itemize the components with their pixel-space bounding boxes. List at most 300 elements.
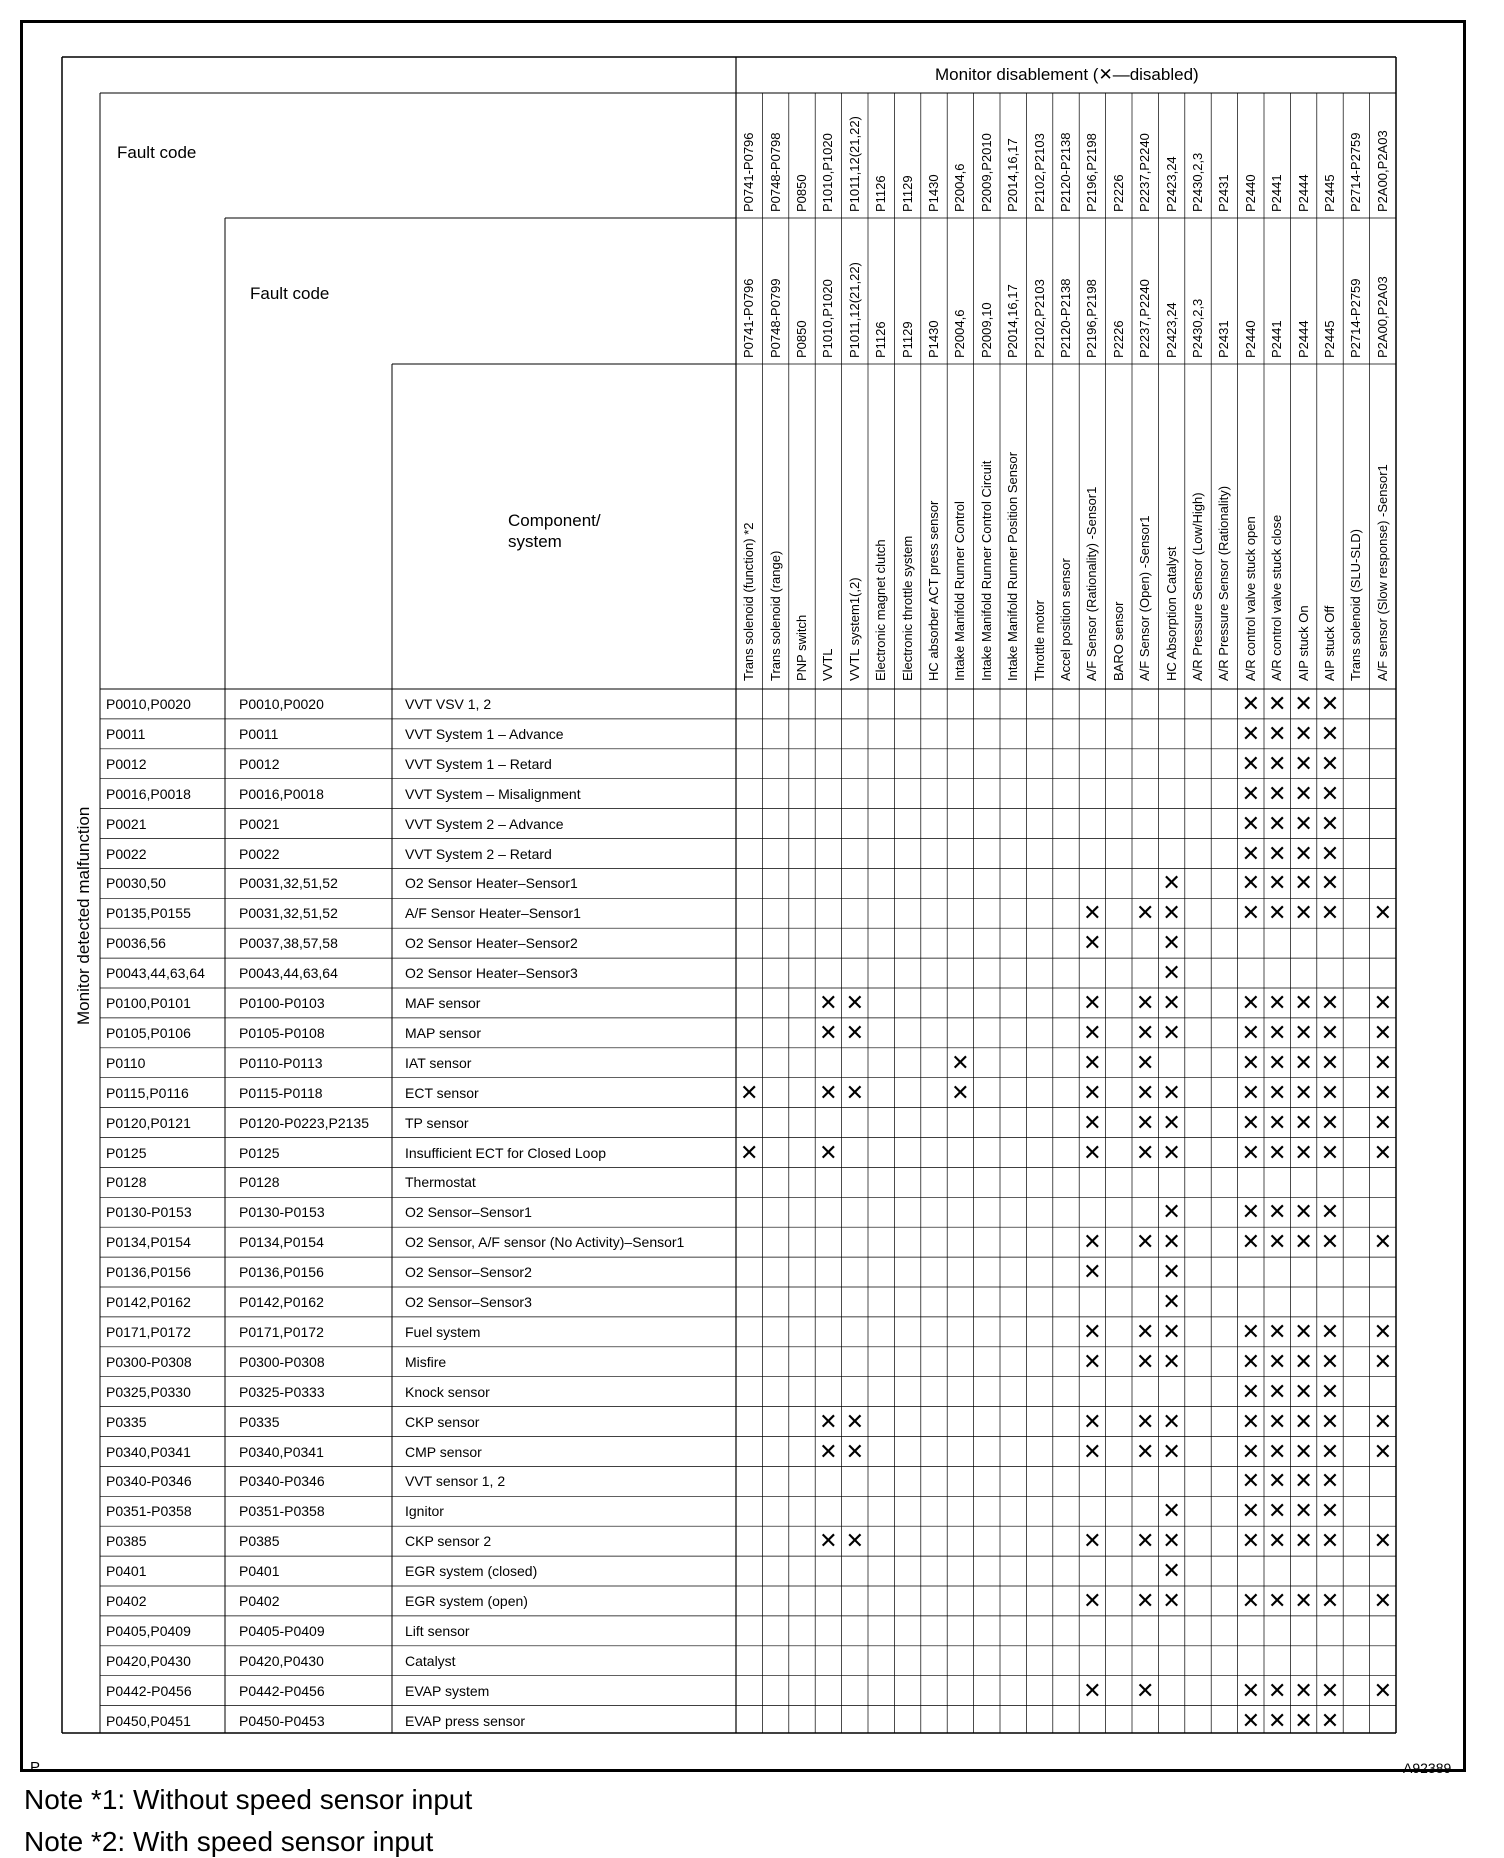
disabled-mark: ✕ [1294,1079,1313,1105]
monitor-code-mid: P2102,P2103 [1031,279,1047,358]
disabled-mark: ✕ [1294,1528,1313,1554]
disabled-mark: ✕ [1320,1438,1340,1464]
fault-code-sub: P0401 [239,1563,280,1580]
component-system: O2 Sensor–Sensor2 [405,1264,532,1281]
disabled-mark: ✕ [1267,1498,1287,1524]
monitor-code-mid: P0741-P0796 [741,278,757,358]
disabled-mark: ✕ [819,1528,838,1554]
monitor-name: Electronic throttle system [899,535,915,681]
disabled-mark: ✕ [1267,1019,1287,1045]
monitor-disablement-title: Monitor disablement (✕—disabled) [935,65,1199,84]
disabled-mark: ✕ [1320,1109,1340,1135]
fault-code: P0142,P0162 [106,1294,191,1310]
disabled-mark: ✕ [1135,1348,1155,1374]
monitor-code-top: P2423,24 [1163,156,1179,212]
component-system: O2 Sensor–Sensor1 [405,1204,532,1221]
monitor-code-top: P0741-P0796 [741,132,757,212]
disabled-mark: ✕ [1135,1438,1155,1464]
monitor-name: Accel position sensor [1058,558,1073,681]
disabled-mark: ✕ [819,1019,838,1045]
disabled-mark: ✕ [1241,870,1261,896]
disabled-mark: ✕ [1241,990,1261,1015]
disabled-mark: ✕ [1241,1109,1261,1135]
disabled-mark: ✕ [1162,1259,1181,1285]
disabled-mark: ✕ [1083,1677,1102,1703]
monitor-code-top: P1010,P1020 [820,133,836,212]
fault-code: P0450,P0451 [106,1712,191,1729]
disabled-mark: ✕ [1373,1588,1393,1613]
monitor-code-top: P2014,16,17 [1005,138,1021,212]
monitor-name: Intake Manifold Runner Control [952,501,968,681]
disabled-mark: ✕ [1162,1498,1181,1524]
monitor-code-mid: P2237,P2240 [1137,279,1153,358]
component-system: EVAP press sensor [405,1712,526,1729]
disabled-mark: ✕ [1294,1468,1313,1494]
disabled-mark: ✕ [1162,990,1181,1015]
component-system: Knock sensor [405,1383,490,1400]
disabled-mark: ✕ [1241,1528,1261,1554]
monitor-name: BARO sensor [1110,601,1126,681]
disabled-mark: ✕ [845,1408,865,1434]
disabled-mark: ✕ [1135,1588,1155,1613]
fault-code-sub: P0142,P0162 [239,1294,324,1310]
monitor-code-mid: P2423,24 [1163,302,1179,358]
disabled-mark: ✕ [1373,1139,1393,1165]
disabled-mark: ✕ [1135,1528,1155,1554]
monitor-code-top: P2430,2,3 [1190,152,1205,212]
component-system: CKP sensor [405,1413,480,1430]
disabled-mark: ✕ [1320,1707,1340,1733]
monitor-name: PNP switch [794,614,809,681]
fault-code-sub: P0351-P0358 [239,1503,325,1520]
disabled-mark: ✕ [1320,840,1340,866]
fault-code: P0115,P0116 [106,1084,189,1101]
disabled-mark: ✕ [1241,1199,1261,1225]
component-system: ECT sensor [405,1084,479,1101]
disabled-mark: ✕ [819,1438,838,1464]
fault-code-sub: P0012 [239,755,280,772]
disabled-mark: ✕ [1294,900,1313,926]
fault-code-sub: P0031,32,51,52 [239,875,338,892]
disabled-mark: ✕ [1083,1408,1102,1434]
monitor-code-mid: P2A00,P2A03 [1374,276,1390,358]
disabled-mark: ✕ [1267,1438,1287,1464]
disabled-mark: ✕ [1267,750,1287,776]
component-system: VVT VSV 1, 2 [405,696,492,712]
disabled-mark: ✕ [1135,1079,1155,1105]
disabled-mark: ✕ [1135,1139,1155,1165]
disabled-mark: ✕ [1320,1229,1340,1255]
disabled-mark: ✕ [1135,990,1155,1015]
monitor-code-top: P1129 [899,175,915,212]
monitor-detected-malfunction-label: Monitor detected malfunction [74,806,93,1025]
fault-code-header-upper: Fault code [117,143,197,162]
monitor-code-mid: P2226 [1110,320,1126,358]
disabled-mark: ✕ [1162,1289,1181,1314]
monitor-code-mid: P2431 [1216,320,1232,358]
fault-code: P0125 [106,1144,147,1161]
fault-code: P0385 [106,1533,147,1550]
disabled-mark: ✕ [1320,1139,1340,1165]
monitor-code-top: P2445 [1322,174,1337,212]
monitor-name: A/R control valve stuck close [1269,514,1285,681]
fault-code: P0420,P0430 [106,1652,191,1669]
disabled-mark: ✕ [1294,780,1313,806]
fault-code-sub: P0110-P0113 [239,1054,323,1071]
disabled-mark: ✕ [1373,1528,1393,1554]
disabled-mark: ✕ [1135,1109,1155,1135]
fault-code: P0036,56 [106,935,166,952]
disabled-mark: ✕ [1267,1588,1287,1613]
component-system: VVT System 1 – Advance [405,725,564,742]
disabled-mark: ✕ [1320,1378,1340,1404]
fault-code-sub: P0171,P0172 [239,1323,324,1340]
disabled-mark: ✕ [1294,1049,1313,1075]
disabled-mark: ✕ [1241,720,1261,746]
disabled-mark: ✕ [1320,1588,1340,1613]
disabled-mark: ✕ [1135,1229,1155,1255]
disabled-mark: ✕ [1320,1528,1340,1554]
disabled-mark: ✕ [1267,1707,1287,1733]
disabled-mark: ✕ [1241,1049,1261,1075]
disabled-mark: ✕ [1294,1229,1313,1255]
disabled-mark: ✕ [1267,1109,1287,1135]
fault-code-sub: P0037,38,57,58 [239,935,338,952]
monitor-name: Trans solenoid (function) *2 [741,522,757,681]
disabled-mark: ✕ [1373,1229,1393,1255]
disabled-mark: ✕ [1294,1498,1313,1524]
disabled-mark: ✕ [1320,1348,1340,1374]
disabled-mark: ✕ [1241,1408,1261,1434]
fault-code-sub: P0115-P0118 [239,1084,323,1101]
disabled-mark: ✕ [1373,1079,1393,1105]
fault-code-sub: P0325-P0333 [239,1383,325,1400]
fault-code-sub: P0420,P0430 [239,1652,324,1669]
monitor-code-mid: P2196,P2198 [1084,279,1100,358]
monitor-name: AIP stuck On [1295,605,1311,681]
disabled-mark: ✕ [1294,1348,1313,1374]
fault-code: P0340-P0346 [106,1473,192,1490]
fault-code-sub: P0021 [239,815,280,832]
fault-code-sub: P0300-P0308 [239,1353,325,1370]
component-system: EGR system (closed) [405,1563,538,1580]
disabled-mark: ✕ [845,1019,865,1045]
disabled-mark: ✕ [1162,1348,1181,1374]
disabled-mark: ✕ [1267,1348,1287,1374]
monitor-name: HC Absorption Catalyst [1163,546,1179,681]
fault-code-sub: P0130-P0153 [239,1204,325,1221]
disabled-mark: ✕ [1083,1259,1102,1285]
monitor-code-top: P0748-P0798 [767,132,783,212]
monitor-code-mid: P0748-P0799 [767,278,783,358]
monitor-code-top: P2102,P2103 [1031,133,1047,212]
disabled-mark: ✕ [1241,1079,1261,1105]
fault-code-sub: P0340-P0346 [239,1473,325,1490]
monitor-code-mid: P2430,2,3 [1190,298,1205,358]
monitor-code-top: P2196,P2198 [1084,133,1100,212]
disabled-mark: ✕ [1241,1707,1261,1733]
fault-code: P0134,P0154 [106,1234,191,1251]
disabled-mark: ✕ [1083,1528,1102,1554]
monitor-name: A/R control valve stuck open [1242,516,1258,681]
component-system: CMP sensor [405,1443,482,1460]
disabled-mark: ✕ [1241,1318,1261,1344]
disabled-mark: ✕ [1241,1468,1261,1494]
disabled-mark: ✕ [1320,1408,1340,1434]
component-system: EVAP system [405,1682,490,1699]
fault-code-sub: P0405-P0409 [239,1622,325,1639]
monitor-code-top: P1126 [873,175,889,212]
disabled-mark: ✕ [1267,1079,1287,1105]
disabled-mark: ✕ [1162,900,1181,926]
disabled-mark: ✕ [1267,900,1287,926]
fault-code: P0442-P0456 [106,1682,192,1699]
monitor-code-top: P2441 [1269,174,1285,212]
fault-code: P0300-P0308 [106,1353,192,1370]
fault-code: P0171,P0172 [106,1323,191,1340]
monitor-code-mid: P2444 [1295,320,1311,358]
monitor-code-top: P2226 [1110,174,1126,212]
disabled-mark: ✕ [1083,1348,1102,1374]
fault-code-sub: P0134,P0154 [239,1234,324,1251]
disabled-mark: ✕ [1294,720,1313,746]
monitor-code-mid: P1126 [873,321,889,358]
component-system: A/F Sensor Heater–Sensor1 [405,905,581,922]
fault-code-sub: P0105-P0108 [239,1024,325,1041]
monitor-name: Intake Manifold Runner Control Circuit [978,460,994,681]
disabled-mark: ✕ [1241,1588,1261,1613]
monitor-code-top: P2120-P2138 [1058,132,1073,212]
disabled-mark: ✕ [1267,1677,1287,1703]
component-system: CKP sensor 2 [405,1533,492,1550]
note-1: Note *1: Without speed sensor input [24,1784,473,1815]
disabled-mark: ✕ [819,1139,838,1165]
disabled-mark: ✕ [1320,900,1340,926]
disabled-mark: ✕ [1241,691,1261,716]
monitor-name: VVTL system1(,2) [846,577,862,681]
component-system: IAT sensor [405,1054,472,1071]
disabled-mark: ✕ [1267,810,1287,836]
disabled-mark: ✕ [1162,1079,1181,1105]
component-system: Fuel system [405,1323,481,1340]
disabled-mark: ✕ [1294,1438,1313,1464]
fault-code: P0043,44,63,64 [106,965,205,982]
disabled-mark: ✕ [1083,930,1102,956]
disabled-mark: ✕ [1241,1139,1261,1165]
disabled-mark: ✕ [1320,1049,1340,1075]
component-system: VVT System – Misalignment [405,785,581,802]
monitor-name: VVTL [820,648,836,681]
fault-code: P0110 [106,1054,146,1071]
disabled-mark: ✕ [1373,990,1393,1015]
monitor-name: AIP stuck Off [1322,605,1337,681]
monitor-code-mid: P2445 [1322,320,1337,358]
fault-code: P0335 [106,1413,147,1430]
disabled-mark: ✕ [1294,840,1313,866]
fault-code-sub: P0442-P0456 [239,1682,325,1699]
fault-code: P0136,P0156 [106,1264,191,1281]
monitor-name: Intake Manifold Runner Position Sensor [1005,451,1021,681]
fault-code: P0401 [106,1563,147,1580]
disabled-mark: ✕ [1162,1139,1181,1165]
disabled-mark: ✕ [1241,1229,1261,1255]
disabled-mark: ✕ [1294,1019,1313,1045]
disabled-mark: ✕ [1135,900,1155,926]
monitor-code-top: P2004,6 [952,163,968,212]
fault-code-sub: P0340,P0341 [239,1443,324,1460]
monitor-code-top: P1430 [926,174,941,212]
monitor-code-top: P2444 [1295,174,1311,212]
disabled-mark: ✕ [1267,720,1287,746]
disabled-mark: ✕ [1267,840,1287,866]
monitor-code-top: P2009,P2010 [978,133,994,212]
disabled-mark: ✕ [1267,1318,1287,1344]
disabled-mark: ✕ [1373,1049,1393,1075]
fault-code: P0120,P0121 [106,1114,191,1131]
monitor-name: A/F Sensor (Rationality) -Sensor1 [1084,486,1100,681]
disabled-mark: ✕ [1162,1199,1181,1225]
fault-code-sub: P0120-P0223,P2135 [239,1114,369,1131]
disabled-mark: ✕ [1162,1109,1181,1135]
fault-code: P0011 [106,725,146,742]
disabled-mark: ✕ [1083,1049,1102,1075]
component-system: Insufficient ECT for Closed Loop [405,1144,607,1161]
disabled-mark: ✕ [1294,1408,1313,1434]
disabled-mark: ✕ [1320,1498,1340,1524]
fault-code: P0135,P0155 [106,905,191,922]
disabled-mark: ✕ [1320,990,1340,1015]
fault-code-sub: P0100-P0103 [239,995,325,1011]
monitor-code-top: P1011,12(21,22) [846,116,862,212]
disabled-mark: ✕ [1294,1378,1313,1404]
figure-id: A92389 [1403,1760,1452,1776]
disabled-mark: ✕ [1373,1438,1393,1464]
disabled-mark: ✕ [1267,1199,1287,1225]
disabled-mark: ✕ [1083,1438,1102,1464]
monitor-code-mid: P2004,6 [952,309,968,358]
disabled-mark: ✕ [1373,1318,1393,1344]
disabled-mark: ✕ [1373,1019,1393,1045]
monitor-code-mid: P2714-P2759 [1348,278,1364,358]
disabled-mark: ✕ [951,1079,970,1105]
component-system: MAP sensor [405,1024,481,1041]
disabled-mark: ✕ [1320,1677,1340,1703]
disabled-mark: ✕ [1162,1408,1181,1434]
monitor-name: Trans solenoid (SLU-SLD) [1348,529,1364,681]
disabled-mark: ✕ [845,990,865,1015]
monitor-code-mid: P2440 [1242,320,1258,358]
disabled-mark: ✕ [1294,990,1313,1015]
monitor-code-top: P0850 [794,174,809,212]
monitor-code-mid: P2120-P2138 [1058,278,1073,358]
fault-code-sub: P0031,32,51,52 [239,905,338,922]
component-system: O2 Sensor–Sensor3 [405,1294,532,1310]
disabled-mark: ✕ [1373,1348,1393,1374]
disabled-mark: ✕ [1162,1229,1181,1255]
disabled-mark: ✕ [739,1139,759,1165]
component-system-header: Component/ system [508,511,601,552]
disabled-mark: ✕ [1135,1408,1155,1434]
disabled-mark: ✕ [1267,1229,1287,1255]
fault-code-sub: P0128 [239,1174,280,1191]
disabled-mark: ✕ [1241,1378,1261,1404]
disabled-mark: ✕ [1320,870,1340,896]
fault-code: P0351-P0358 [106,1503,192,1520]
monitor-name: Throttle motor [1031,600,1047,681]
disabled-mark: ✕ [1162,1528,1181,1554]
page-letter: P [30,1759,41,1776]
component-system: Misfire [405,1353,447,1370]
monitor-code-mid: P2009,10 [978,302,994,358]
disabled-mark: ✕ [1083,1019,1102,1045]
disabled-mark: ✕ [1083,1588,1102,1613]
monitor-code-top: P2431 [1216,174,1232,212]
disabled-mark: ✕ [1320,750,1340,776]
fault-code-sub: P0011 [239,725,279,742]
disabled-mark: ✕ [1135,1049,1155,1075]
disabled-mark: ✕ [1294,1318,1313,1344]
component-system: VVT System 2 – Retard [405,845,552,862]
fault-code: P0012 [106,755,147,772]
disabled-mark: ✕ [1294,1677,1313,1703]
component-system: Catalyst [405,1652,456,1669]
fault-code-sub: P0402 [239,1593,280,1609]
monitor-code-mid: P0850 [794,320,809,358]
disabled-mark: ✕ [1320,810,1340,836]
disabled-mark: ✕ [1267,1049,1287,1075]
disabled-mark: ✕ [1135,1677,1155,1703]
disabled-mark: ✕ [1267,1408,1287,1434]
disabled-mark: ✕ [1083,900,1102,926]
disabled-mark: ✕ [1135,1019,1155,1045]
disabled-mark: ✕ [1267,1139,1287,1165]
disabled-mark: ✕ [1162,1318,1181,1344]
disabled-mark: ✕ [1241,1348,1261,1374]
fault-code: P0128 [106,1174,147,1191]
disabled-mark: ✕ [845,1528,865,1554]
monitor-name: A/F Sensor (Open) -Sensor1 [1137,515,1153,681]
disabled-mark: ✕ [1267,1378,1287,1404]
monitor-code-top: P2440 [1242,174,1258,212]
fault-code: P0022 [106,845,147,862]
note-2: Note *2: With speed sensor input [24,1826,434,1857]
monitor-name: A/F sensor (Slow response) -Sensor1 [1374,464,1390,681]
disabled-mark: ✕ [1241,900,1261,926]
monitor-name: Trans solenoid (range) [767,550,783,681]
disabled-mark: ✕ [1320,1318,1340,1344]
component-system: TP sensor [405,1114,469,1131]
component-system: Lift sensor [405,1622,470,1639]
fault-code: P0340,P0341 [106,1443,191,1460]
disabled-mark: ✕ [1294,1109,1313,1135]
disabled-mark: ✕ [1162,1588,1181,1613]
disabled-mark: ✕ [1241,780,1261,806]
monitor-code-top: P2237,P2240 [1137,133,1153,212]
disabled-mark: ✕ [1373,1408,1393,1434]
component-system: Ignitor [405,1503,444,1520]
component-system: EGR system (open) [405,1593,528,1609]
disabled-mark: ✕ [1241,1677,1261,1703]
monitor-code-top: P2714-P2759 [1348,132,1364,212]
disabled-mark: ✕ [1373,1109,1393,1135]
disabled-mark: ✕ [1294,1707,1313,1733]
disabled-mark: ✕ [1373,900,1393,926]
monitor-name: A/R Pressure Sensor (Low/High) [1190,492,1205,681]
fault-code: P0016,P0018 [106,785,191,802]
disabled-mark: ✕ [1294,1199,1313,1225]
disabled-mark: ✕ [1241,1438,1261,1464]
disabled-mark: ✕ [1373,1677,1393,1703]
